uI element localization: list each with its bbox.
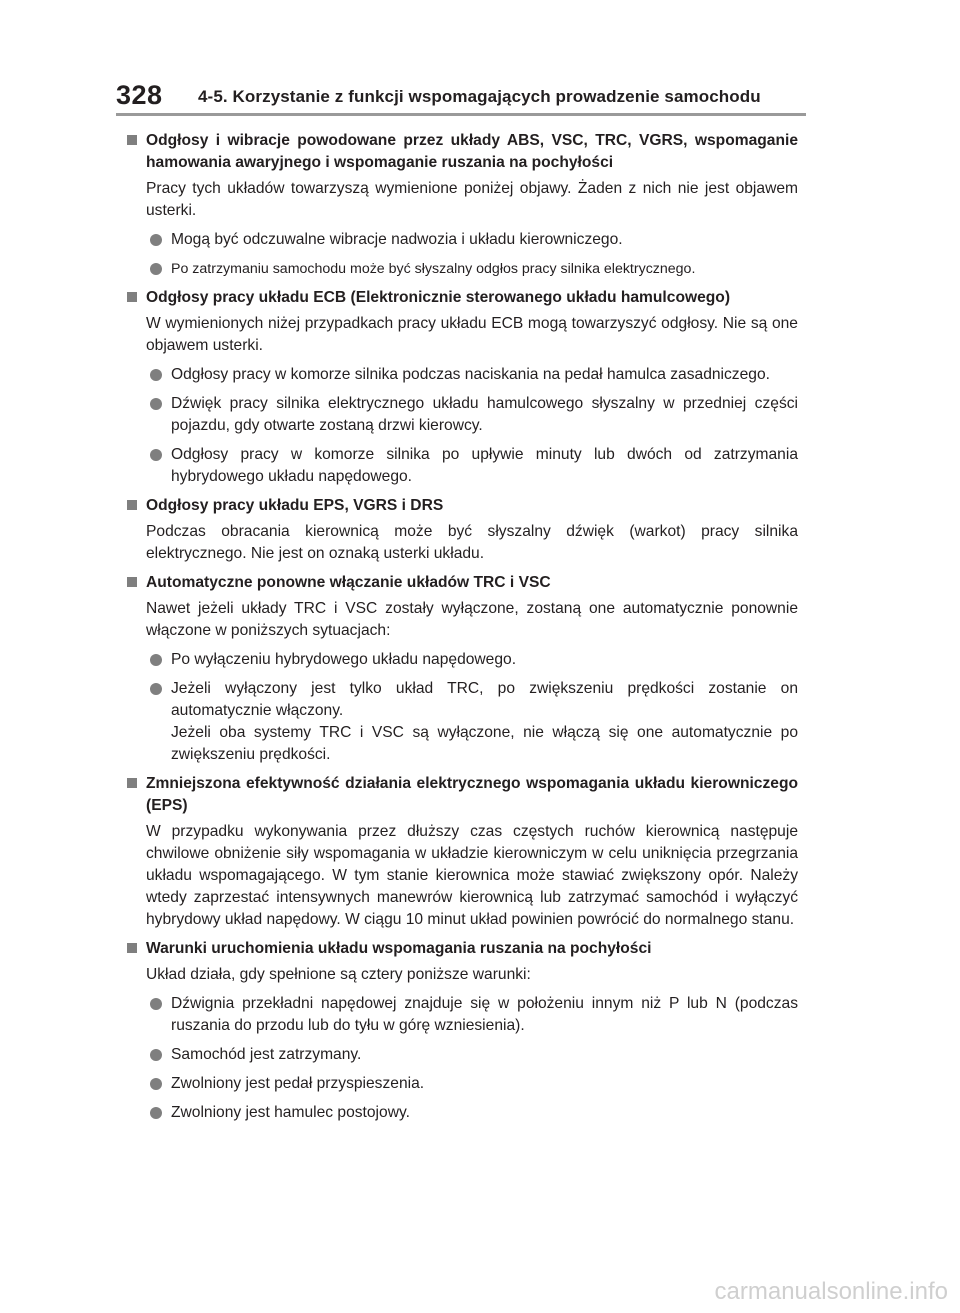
round-bullet-icon	[150, 998, 162, 1010]
round-bullet-icon	[150, 369, 162, 381]
list-item: Mogą być odczuwalne wibracje nadwozia i układu kierowniczego.	[126, 229, 798, 251]
list-item: Po wyłączeniu hybrydowego układu napędowego.	[126, 649, 798, 671]
section-paragraph: Pracy tych układów towarzyszą wymienione poniżej objawy. Żaden z nich nie jest objawem usterki.	[146, 180, 798, 219]
square-bullet-icon	[127, 778, 137, 788]
round-bullet-icon	[150, 683, 162, 695]
list-item: Odgłosy pracy w komorze silnika podczas naciskania na pedał hamulca zasadniczego.	[126, 364, 798, 386]
list-item-note: Jeżeli oba systemy TRC i VSC są wyłączone, nie włączą się one automatycznie po zwiększeniu prędkości.	[171, 724, 798, 763]
section-title: Odgłosy pracy układu ECB (Elektronicznie sterowanego układu hamulcowego)	[126, 287, 798, 309]
section-paragraph: Podczas obracania kierownicą może być słyszalny dźwięk (warkot) pracy silnika elektrycznego. Nie jest on oznaką usterki układu.	[146, 523, 798, 562]
page-header	[116, 76, 806, 116]
section-paragraph: Nawet jeżeli układy TRC i VSC zostały wyłączone, zostaną one automatycznie ponownie włączone w poniższych sytuacjach:	[146, 600, 798, 639]
page-number: 328	[116, 80, 163, 110]
square-bullet-icon	[127, 500, 137, 510]
round-bullet-icon	[150, 263, 162, 275]
section-title: Odgłosy i wibracje powodowane przez układy ABS, VSC, TRC, VGRS, wspomaganie hamowania awaryjnego i wspomaganie ruszania na pochyłości	[126, 130, 798, 174]
section-title: Warunki uruchomienia układu wspomagania ruszania na pochyłości	[126, 938, 798, 960]
section-title: Automatyczne ponowne włączanie układów TRC i VSC	[126, 572, 798, 594]
list-item: Dźwięk pracy silnika elektrycznego układu hamulcowego słyszalny w przedniej części pojazdu, gdy otwarte zostaną drzwi kierowcy.	[126, 393, 798, 437]
list-item: Po zatrzymaniu samochodu może być słyszalny odgłos pracy silnika elektrycznego.	[126, 258, 798, 280]
chapter-title: 4-5. Korzystanie z funkcji wspomagających prowadzenie samochodu	[198, 87, 761, 106]
section-eps-reduced-efficiency	[126, 773, 798, 931]
list-item: Zwolniony jest pedał przyspieszenia.	[126, 1073, 798, 1095]
list-item: Zwolniony jest hamulec postojowy.	[126, 1102, 798, 1124]
round-bullet-icon	[150, 1049, 162, 1061]
square-bullet-icon	[127, 135, 137, 145]
section-title: Zmniejszona efektywność działania elektrycznego wspomagania układu kierowniczego (EPS)	[126, 773, 798, 817]
square-bullet-icon	[127, 292, 137, 302]
list-item: Samochód jest zatrzymany.	[126, 1044, 798, 1066]
page-content	[126, 130, 798, 1131]
section-hill-start-conditions	[126, 938, 798, 1124]
round-bullet-icon	[150, 1078, 162, 1090]
round-bullet-icon	[150, 1107, 162, 1119]
section-trc-vsc-reactivation	[126, 572, 798, 766]
section-abs-vsc-noises	[126, 130, 798, 280]
section-ecb-noises	[126, 287, 798, 488]
list-item: Jeżeli wyłączony jest tylko układ TRC, po zwiększeniu prędkości zostanie on automatycznie włączony. Jeżeli oba systemy TRC i VSC są wyłączone, nie włączą się one automatycznie po zwiększeniu prędkości.	[126, 678, 798, 766]
section-title: Odgłosy pracy układu EPS, VGRS i DRS	[126, 495, 798, 517]
round-bullet-icon	[150, 398, 162, 410]
section-paragraph: W wymienionych niżej przypadkach pracy układu ECB mogą towarzyszyć odgłosy. Nie są one objawem usterki.	[146, 315, 798, 354]
list-item: Odgłosy pracy w komorze silnika po upływie minuty lub dwóch od zatrzymania hybrydowego układu napędowego.	[126, 444, 798, 488]
square-bullet-icon	[127, 943, 137, 953]
square-bullet-icon	[127, 577, 137, 587]
round-bullet-icon	[150, 449, 162, 461]
section-paragraph: Układ działa, gdy spełnione są cztery poniższe warunki:	[146, 966, 531, 983]
header-rule	[116, 113, 806, 116]
round-bullet-icon	[150, 234, 162, 246]
round-bullet-icon	[150, 654, 162, 666]
list-item: Dźwignia przekładni napędowej znajduje się w położeniu innym niż P lub N (podczas ruszania do przodu lub do tyłu w górę wzniesienia).	[126, 993, 798, 1037]
section-paragraph: W przypadku wykonywania przez dłuższy czas częstych ruchów kierownicą następuje chwilowe obniżenie siły wspomagania w układzie kierowniczym w celu uniknięcia przegrzania układu wspomagającego. W tym stanie kierownica może stawiać zwiększony opór. Należy wtedy zaprzestać intensywnych manewrów kierownicą lub zatrzymać samochód i wyłączyć hybrydowy układ napędowy. W ciągu 10 minut układ powinien powrócić do normalnego stanu.	[146, 823, 798, 928]
section-eps-vgrs-drs-noises	[126, 495, 798, 565]
watermark: carmanualsonline.info	[714, 1278, 948, 1305]
